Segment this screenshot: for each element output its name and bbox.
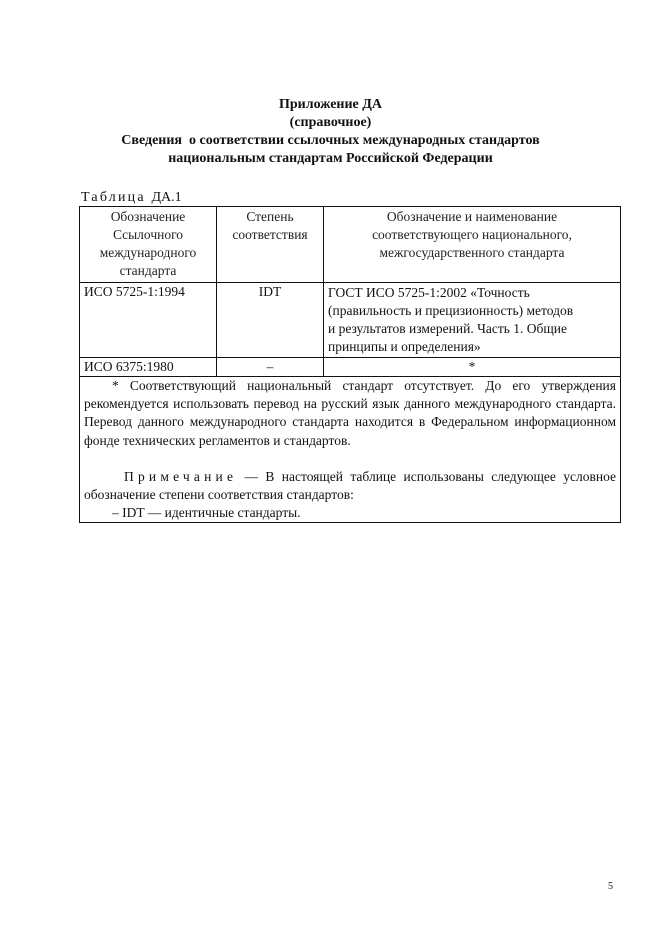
header-degree-line: соответствия [232, 227, 308, 242]
annex-heading-line2: национальным стандартам Российской Федерации [168, 151, 493, 166]
header-national-line: межгосударственного стандарта [379, 245, 565, 260]
table-header-row [80, 207, 621, 283]
page-number: 5 [608, 881, 613, 892]
annex-title: Приложение ДА [278, 97, 383, 112]
header-designation-line: международного [99, 245, 197, 260]
cell-degree: – [217, 358, 324, 377]
table-footnote-cell [80, 377, 621, 523]
cell-degree: IDT [217, 283, 324, 358]
cell-national: * [324, 358, 621, 377]
header-degree [217, 207, 324, 283]
header-designation-line: стандарта [119, 263, 177, 278]
note-label: Примечание [124, 468, 238, 484]
note-paragraph [84, 468, 616, 504]
cell-national-line: и результатов измерений. Часть 1. Общие [328, 321, 568, 336]
table-row [80, 283, 621, 358]
table-footer-row [80, 377, 621, 523]
table-caption-label: Таблица [81, 190, 146, 205]
annex-heading [0, 96, 661, 168]
header-designation-line: Обозначение [110, 209, 186, 224]
legend-text: – IDT — идентичные стандарты. [112, 505, 301, 521]
header-national-line: соответствующего национального, [372, 227, 572, 242]
cell-designation: ИСО 6375:1980 [80, 358, 217, 377]
correspondence-table [79, 206, 621, 523]
cell-designation: ИСО 5725-1:1994 [80, 283, 217, 358]
cell-national-line: ГОСТ ИСО 5725-1:2002 «Точность [328, 285, 530, 300]
annex-subtitle: (справочное) [289, 115, 372, 130]
annex-heading-line1: Сведения о соответствии ссылочных международных стандартов [121, 133, 540, 148]
note-text: — В настоящей таблице использованы следующее условное обозначение степени соответствия стандартов: [84, 468, 616, 503]
footnote-text: * Соответствующий национальный стандарт отсутствует. До его утверждения рекомендуется использовать перевод на русский язык данного международного стандарта. Перевод данного международного стандарта находится в Федеральном информационном фонде технических регламентов и стандартов. [84, 378, 616, 448]
header-designation-line: Ссылочного [112, 227, 184, 242]
table-caption-number: ДА.1 [151, 190, 182, 205]
header-degree-line: Степень [246, 209, 294, 224]
header-national-line: Обозначение и наименование [386, 209, 558, 224]
cell-national [324, 283, 621, 358]
table-caption [81, 189, 182, 206]
header-designation [80, 207, 217, 283]
cell-national-line: (правильность и прецизионность) методов [328, 303, 574, 318]
cell-national-line: принципы и определения» [328, 339, 481, 354]
table-row [80, 358, 621, 377]
header-national [324, 207, 621, 283]
